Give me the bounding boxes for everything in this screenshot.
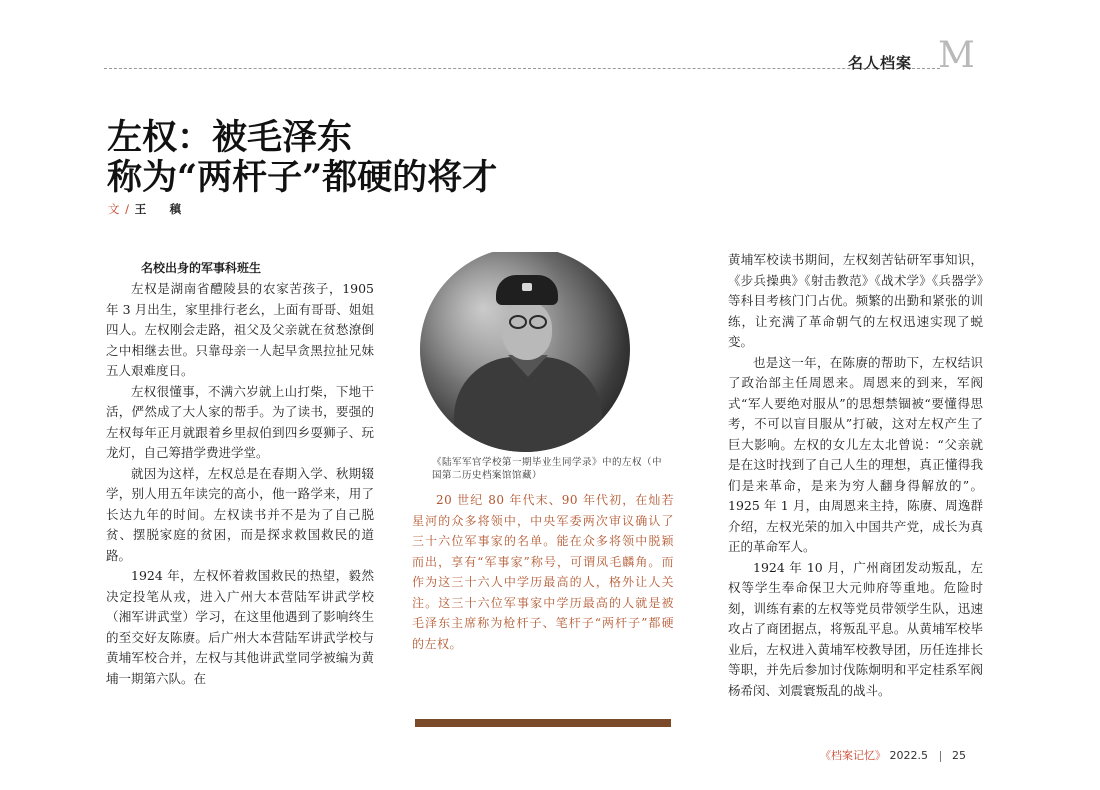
title-line-2: 称为“两杆子”都硬的将才 [107, 157, 498, 198]
article-title [107, 118, 497, 198]
paragraph: 1924 年，左权怀着救国救民的热望，毅然决定投笔从戎，进入广州大本营陆军讲武学校（湘军讲武堂）学习，在这里他遇到了影响终生的至交好友陈赓。后广州大本营陆军讲武学校与黄埔军校合并，左权与其他讲武堂同学被编为黄埔一期第六队。在 [106, 568, 374, 686]
text-column-right [728, 250, 983, 701]
issue-number: 2022.5 [889, 749, 928, 762]
section-heading: 名校出身的军事科班生 [141, 261, 262, 275]
paragraph: 就因为这样，左权总是在春期入学、秋期辍学，别人用五年读完的高小，他一路学来，用了长达九年的时间。左权读书并不是为了自己脱贫、摆脱家庭的贫困，而是探求救国救民的道路。 [106, 465, 374, 563]
section-logo-mark: M [938, 35, 975, 76]
page-number: 25 [952, 749, 966, 762]
portrait-circle [420, 252, 630, 452]
paragraph: 1924 年 10 月，广州商团发动叛乱，左权等学生奉命保卫大元帅府等重地。危险时刻，训练有素的左权等党员带领学生队，迅速攻占了商团据点，将叛乱平息。从黄埔军校毕业后，左权进入黄埔军校教导团，历任连排长等职，并先后参加讨伐陈炯明和平定桂系军阀杨希闵、刘震寰叛乱的战斗。 [728, 559, 983, 698]
page-footer [820, 747, 966, 763]
byline-author: 王 稹 [134, 202, 188, 216]
paragraph: 黄埔军校读书期间，左权刻苦钻研军事知识，《步兵操典》《射击教范》《战术学》《兵器学》等科目考核门门占优。频繁的出勤和紧张的训练，让充满了革命朝气的左权迅速实现了蜕变。 [728, 252, 983, 349]
footer-divider [940, 751, 941, 762]
paragraph: 左权是湖南省醴陵县的农家苦孩子，1905 年 3 月出生，家里排行老幺，上面有哥哥、姐姐四人。左权刚会走路，祖父及父亲就在贫愁潦倒之中相继去世。只靠母亲一人起早贪黑拉扯兄妹五人艰难度日。 [106, 281, 374, 378]
header-divider [104, 68, 940, 69]
paragraph: 左权很懂事，不满六岁就上山打柴，下地干活，俨然成了大人家的帮手。为了读书，要强的左权每年正月就跟着乡里叔伯到四乡耍狮子、玩龙灯，自己筹措学费进学堂。 [106, 383, 374, 460]
magazine-name: 《档案记忆》 [820, 749, 886, 762]
paragraph: 也是这一年，在陈赓的帮助下，左权结识了政治部主任周恩来。周恩来的到来，军阀式“军人要绝对服从”的思想禁锢被“要懂得思考，不可以盲目服从”打破，这对左权产生了巨大影响。左权的女儿左太北曾说：“父亲就是在这时找到了自己人生的理想，真正懂得我们是来革命，是来为穷人翻身得解放的”。1925 年 1 月，由周恩来主持，陈赓、周逸群介绍，左权光荣的加入中国共产党，成长为真正的革命军人。 [728, 354, 983, 554]
pull-quote-text: 20 世纪 80 年代末、90 年代初，在灿若星河的众多将领中，中央军委两次审议确认了三十六位军事家的名单。能在众多将领中脱颖而出，享有“军事家”称号，可谓凤毛麟角。而作为这三十六人中学历最高的人，格外让人关注。这三十六位军事家中学历最高的人就是被毛泽东主席称为枪杆子、笔杆子“两杆子”都硬的左权。 [412, 493, 674, 651]
byline-prefix: 文 / [108, 202, 135, 216]
pull-quote-bar [415, 719, 671, 727]
byline [108, 201, 187, 217]
photo-caption: 《陆军军官学校第一期毕业生同学录》中的左权（中国第二历史档案馆馆藏） [432, 457, 663, 481]
portrait-face [502, 302, 552, 360]
text-column-left [106, 279, 374, 689]
title-line-1: 左权：被毛泽东 [107, 117, 353, 158]
section-label: 名人档案 [848, 54, 913, 72]
portrait-photo [412, 252, 699, 452]
pull-quote [412, 490, 674, 654]
